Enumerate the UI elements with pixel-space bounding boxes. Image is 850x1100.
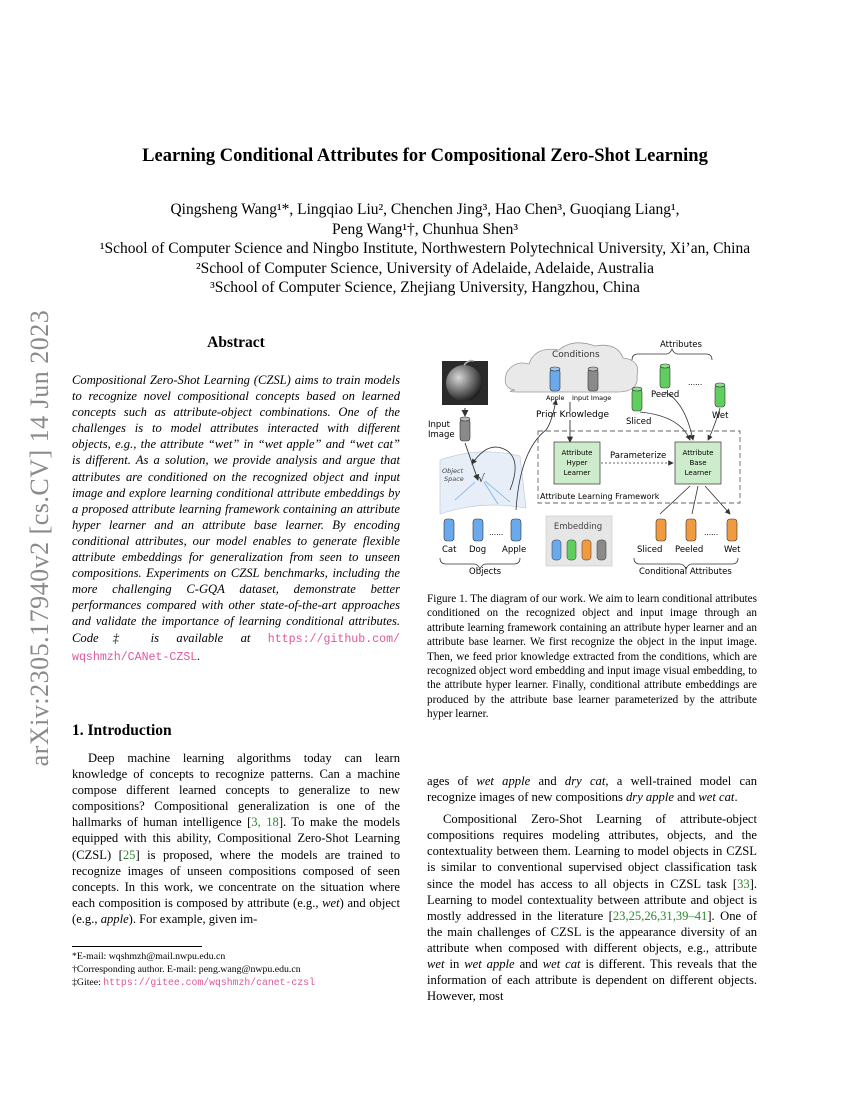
arxiv-identifier: arXiv:2305.17940v2 [cs.CV] 14 Jun 2023 <box>25 309 54 767</box>
abstract-text: Compositional Zero-Shot Learning (CZSL) aims to train models to recognize novel compositional concepts based on learned concepts such as attribute-object combinations. One of the challenges is to model attributes interacted with different objects, e.g., the attribute “wet” in “wet apple” and “wet cat” is different. As a solution, we provide analysis and argue that attributes are conditioned on the recognized object and input image and explore learning conditional attribute embeddings by a proposed attribute learning framework containing an attribute hyper learner and an attribute base learner. By encoding conditional attributes, our model enables to generate flexible attribute embeddings for generalization from seen to unseen compositions. Experiments on CZSL benchmarks, including the more challenging C-GQA dataset, demonstrate better performances compared with other state-of-the-art approaches and validate the importance of learning conditional attributes. Code‡ is available at <box>72 373 400 645</box>
abstract-heading: Abstract <box>207 334 265 351</box>
conditions-label: Conditions <box>552 350 600 360</box>
attr-cylinder-sliced <box>632 387 642 411</box>
sliced-cond-label: Sliced <box>637 545 663 555</box>
wet-label: Wet <box>712 411 729 421</box>
image-cylinder <box>588 367 598 391</box>
svg-text:......: ...... <box>688 378 703 387</box>
image-feature-cylinder <box>460 417 470 441</box>
citation-link[interactable]: 25 <box>628 908 642 923</box>
citation-link[interactable]: 3, 18 <box>251 815 279 830</box>
citation-link[interactable]: 39 <box>675 908 689 923</box>
attr-cylinder-wet <box>715 383 725 407</box>
right-paragraph-2: Compositional Zero-Shot Learning of attribute-object compositions requires modeling attributes, objects, and the contextuality between them. Learning to model objects in CZSL is similar to conventional supervised object classification task since the model has access to all objects in CZSL task [33]. Learning to model contextuality between attribute and object is mostly addressed in the literature [23,25,26,31,39–41]. One of the main challenges of CZSL is the appearance diversity of an attribute when composed with different objects, e.g., attribute wet in wet apple and wet cat is different. This reveals that the information of each attribute is dependent on different objects. However, most <box>427 812 758 1004</box>
section-heading: 1. Introduction <box>72 722 172 739</box>
figure-1-diagram <box>420 330 760 582</box>
input-image-thumbnail <box>442 361 488 406</box>
attr-cylinder-peeled <box>660 364 670 388</box>
code-link-cont[interactable]: wqshmzh/CANet-CZSL <box>72 650 198 664</box>
footnote-rule <box>72 946 202 947</box>
conditional-attr-cylinders <box>656 519 737 541</box>
input-image-cond-label: Input Image <box>572 394 612 402</box>
svg-text:Attribute: Attribute <box>682 449 714 457</box>
right-column <box>427 773 757 1004</box>
space-label: Space <box>444 475 464 483</box>
svg-text:√: √ <box>478 472 486 485</box>
citation-link[interactable]: 25 <box>122 847 136 862</box>
figure-caption: Figure 1. The diagram of our work. We aim to learn conditional attributes conditioned on the recognized object and input image through an attribute learning framework containing an attribute hyper learner and an attribute base learner. We first recognize the object in the input image. Then, we feed prior knowledge extracted from the conditions, which are recognized object word embedding and input image visual embedding, to the attribute hyper learner. Finally, conditional attribute embeddings are produced by the attribute base learner parameterized by the attribute hyper learner. <box>427 593 757 721</box>
image-label: Image <box>428 430 455 440</box>
paper-title: Learning Conditional Attributes for Compositional Zero-Shot Learning <box>142 146 708 166</box>
affiliation-2: ²School of Computer Science, University of Adelaide, Adelaide, Australia <box>196 260 654 277</box>
citation-link[interactable]: 31 <box>660 908 673 923</box>
apple-cond-label: Apple <box>546 394 565 402</box>
svg-text:......: ...... <box>704 528 719 537</box>
objects-label: Objects <box>469 567 502 577</box>
authors-line-2: Peng Wang¹†, Chunhua Shen³ <box>332 221 518 238</box>
abstract-body: Compositional Zero-Shot Learning (CZSL) aims to train models to recognize novel compositional concepts based on learned concepts such as attribute-object combinations. One of the challenges is to model attributes interacted with different objects, e.g., the attribute “wet” in “wet apple” and “wet cat” is different. As a solution, we provide analysis and argue that attributes are conditioned on the recognized object and input image and explore learning conditional attribute embeddings by a proposed attribute learning framework containing an attribute hyper learner and an attribute base learner. By encoding conditional attributes, our model enables to generate flexible attribute embeddings for generalization from seen to unseen compositions. Experiments on CZSL benchmarks, including the more challenging C-GQA dataset, demonstrate better performances compared with other state-of-the-art approaches and validate the importance of learning conditional attributes. Code‡ is available at https://github.com/ wqshmzh/CANet-CZSL. <box>72 373 400 664</box>
footnote-1: *E-mail: wqshmzh@mail.nwpu.edu.cn <box>72 951 226 962</box>
authors-line-1: Qingsheng Wang¹*, Lingqiao Liu², Chenchen Jing³, Hao Chen³, Guoqiang Liang¹, <box>170 201 680 218</box>
svg-text:......: ...... <box>489 528 504 537</box>
svg-text:Learner: Learner <box>684 469 712 477</box>
svg-text:Base: Base <box>689 459 707 467</box>
affiliation-3: ³School of Computer Science, Zhejiang University, Hangzhou, China <box>210 279 640 296</box>
citation-link[interactable]: 41 <box>694 908 708 923</box>
gitee-link[interactable]: https://gitee.com/wqshmzh/canet-czsl <box>103 977 315 988</box>
embedding-label: Embedding <box>553 522 603 532</box>
framework-label: Attribute Learning Framework <box>540 492 660 501</box>
footnote-3: ‡Gitee: https://gitee.com/wqshmzh/canet-czsl <box>72 977 315 988</box>
conditional-attributes-label: Conditional Attributes <box>639 567 732 577</box>
intro-column <box>72 750 400 927</box>
wet-cond-label: Wet <box>724 545 741 555</box>
svg-text:Attribute: Attribute <box>561 449 593 457</box>
cat-label: Cat <box>442 545 457 555</box>
peeled-label: Peeled <box>651 390 680 400</box>
attributes-label: Attributes <box>660 340 702 350</box>
input-label: Input <box>428 420 451 430</box>
parameterize-label: Parameterize <box>610 451 667 461</box>
apple-object-label: Apple <box>502 545 527 555</box>
citation-link[interactable]: 33 <box>737 876 750 891</box>
sliced-label: Sliced <box>626 417 652 427</box>
intro-paragraph: Deep machine learning algorithms today can learn knowledge of concepts to recognize patterns. Can a machine compose different learned concepts to generalize to new compositions? Compositional generalization is one of the hallmarks of human intelligence [3, 18]. To make the models equipped with this ability, Compositional Zero-Shot Learning (CZSL) [25] is proposed, where the models are trained to recognize images of unseen compositions composed of seen concepts. In this work, we concentrate on the situation where each composition is composed by attribute (e.g., wet) and object (e.g., apple). For example, given im- <box>72 751 401 926</box>
object-label: Object <box>442 467 464 475</box>
peeled-cond-label: Peeled <box>675 545 704 555</box>
svg-text:Hyper: Hyper <box>566 459 588 467</box>
dog-label: Dog <box>469 545 487 555</box>
citation-link[interactable]: 26 <box>644 908 657 923</box>
apple-cylinder <box>550 367 560 391</box>
object-cylinders <box>444 519 521 541</box>
affiliation-1: ¹School of Computer Science and Ningbo Institute, Northwestern Polytechnical University, Xi’an, China <box>99 240 751 257</box>
svg-text:Learner: Learner <box>563 469 591 477</box>
right-paragraph-1: ages of wet apple and dry cat, a well-trained model can recognize images of new compositions dry apple and wet cat. <box>427 774 757 805</box>
citation-link[interactable]: 23 <box>612 908 626 923</box>
footnote-2: †Corresponding author. E-mail: peng.wang@nwpu.edu.cn <box>72 964 301 975</box>
prior-knowledge-label: Prior Knowledge <box>536 410 610 420</box>
code-link[interactable]: https://github.com/ <box>267 632 400 646</box>
